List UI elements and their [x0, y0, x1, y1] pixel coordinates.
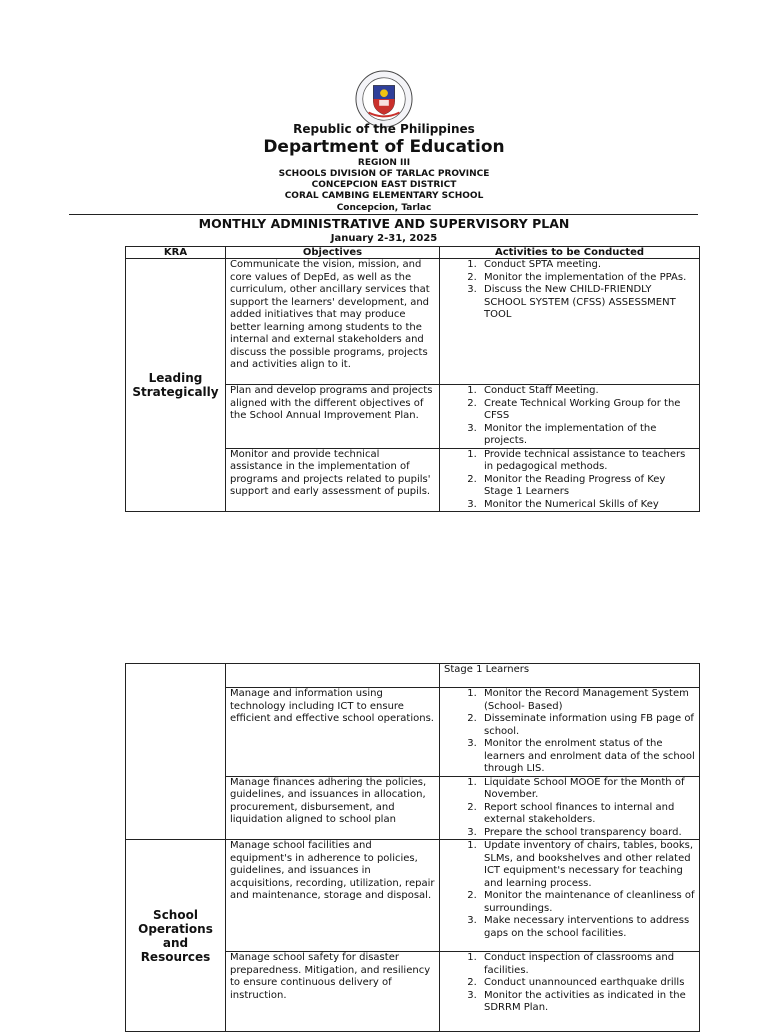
column-header-kra: KRA: [126, 247, 226, 259]
activities-cell: [440, 259, 700, 385]
document-period: January 2-31, 2025: [330, 233, 438, 244]
republic-line: Republic of the Philippines: [293, 122, 475, 136]
activities-cell: [440, 688, 700, 777]
header-divider: [69, 214, 698, 215]
activity-item: 3. Discuss the New CHILD-FRIENDLY SCHOOL SYSTEM (CFSS) ASSESSMENT TOOL: [480, 284, 695, 322]
objective-cell: Manage finances adhering the policies, guidelines, and issuances in allocation, procurement, disbursement, and liquidation aligned to school plan: [226, 776, 440, 840]
objective-cell-empty: [226, 664, 440, 688]
table-row: [126, 664, 700, 688]
objective-cell: Monitor and provide technical assistance in the implementation of programs and projects related to pupils' support and early assessment of pupils.: [226, 448, 440, 512]
activities-cell: [440, 776, 700, 840]
activity-item: 3. Prepare the school transparency board.: [480, 827, 695, 840]
activity-item: 2. Create Technical Working Group for the CFSS: [480, 398, 695, 423]
kra-cell-empty: [126, 664, 226, 840]
activity-item: 2. Monitor the Reading Progress of Key Stage 1 Learners: [480, 474, 695, 499]
column-header-activities: Activities to be Conducted: [440, 247, 700, 259]
table-row: [126, 840, 700, 952]
activity-item: 1. Conduct Staff Meeting.: [480, 385, 695, 398]
activity-item: 3. Monitor the enrolment status of the learners and enrolment data of the school through LIS.: [480, 738, 695, 776]
activity-item: 2. Conduct unannounced earthquake drills: [480, 977, 695, 990]
objective-cell: Manage and information using technology including ICT to ensure efficient and effective school operations.: [226, 688, 440, 777]
activity-item: 1. Provide technical assistance to teachers in pedagogical methods.: [480, 449, 695, 474]
activity-item: 1. Update inventory of chairs, tables, books, SLMs, and bookshelves and other related ICT equipment's necessary for teaching and learning process.: [480, 840, 695, 890]
activity-item: 3. Monitor the implementation of the projects.: [480, 423, 695, 448]
activity-item: 1. Liquidate School MOOE for the Month of November.: [480, 777, 695, 802]
kra-cell: School Operations and Resources: [126, 840, 226, 1032]
plan-table-page2: [125, 663, 700, 1032]
activity-item: 3. Monitor the activities as indicated in the SDRRM Plan.: [480, 990, 695, 1015]
region-line: REGION III: [357, 158, 411, 168]
activity-item: 2. Monitor the maintenance of cleanliness of surroundings.: [480, 890, 695, 915]
school-line: CORAL CAMBING ELEMENTARY SCHOOL: [284, 191, 484, 201]
activity-item: 1. Conduct inspection of classrooms and facilities.: [480, 952, 695, 977]
objective-cell: Manage school facilities and equipment's in adherence to policies, guidelines, and issuances in acquisitions, recording, utilization, repair and maintenance, storage and disposal.: [226, 840, 440, 952]
activity-item: 3. Monitor the Numerical Skills of Key: [480, 499, 695, 512]
activity-item: 2. Monitor the implementation of the PPAs.: [480, 272, 695, 285]
table-header-row: [126, 247, 700, 259]
district-line: CONCEPCION EAST DISTRICT: [311, 180, 457, 190]
activity-item: 3. Make necessary interventions to address gaps on the school facilities.: [480, 915, 695, 940]
kra-cell: Leading Strategically: [126, 259, 226, 512]
column-header-objectives: Objectives: [226, 247, 440, 259]
activity-item: 2. Disseminate information using FB page of school.: [480, 713, 695, 738]
table-row: [126, 259, 700, 385]
activity-item: 2. Report school finances to internal and external stakeholders.: [480, 802, 695, 827]
activities-cell: [440, 448, 700, 512]
objective-cell: Manage school safety for disaster preparedness. Mitigation, and resiliency to ensure continuous delivery of instruction.: [226, 952, 440, 1032]
deped-seal-icon: [355, 70, 413, 128]
activities-cell: [440, 952, 700, 1032]
objective-cell: Communicate the vision, mission, and core values of DepEd, as well as the curriculum, other ancillary services that support the learners' development, and added initiatives that may produce better learning among students to the internal and external stakeholders and discuss the possible programs, projects and activities align to it.: [226, 259, 440, 385]
activity-item: 1. Monitor the Record Management System (School- Based): [480, 688, 695, 713]
department-name: Department of Education: [263, 137, 505, 157]
plan-table-page1: [125, 246, 700, 512]
activities-cell: [440, 385, 700, 449]
objective-cell: Plan and develop programs and projects aligned with the different objectives of the School Annual Improvement Plan.: [226, 385, 440, 449]
activity-item: 1. Conduct SPTA meeting.: [480, 259, 695, 272]
division-line: SCHOOLS DIVISION OF TARLAC PROVINCE: [278, 169, 490, 179]
activity-continuation: Stage 1 Learners: [440, 664, 700, 688]
activities-cell: [440, 840, 700, 952]
location-line: Concepcion, Tarlac: [336, 203, 432, 213]
document-title: MONTHLY ADMINISTRATIVE AND SUPERVISORY PLAN: [198, 216, 570, 231]
